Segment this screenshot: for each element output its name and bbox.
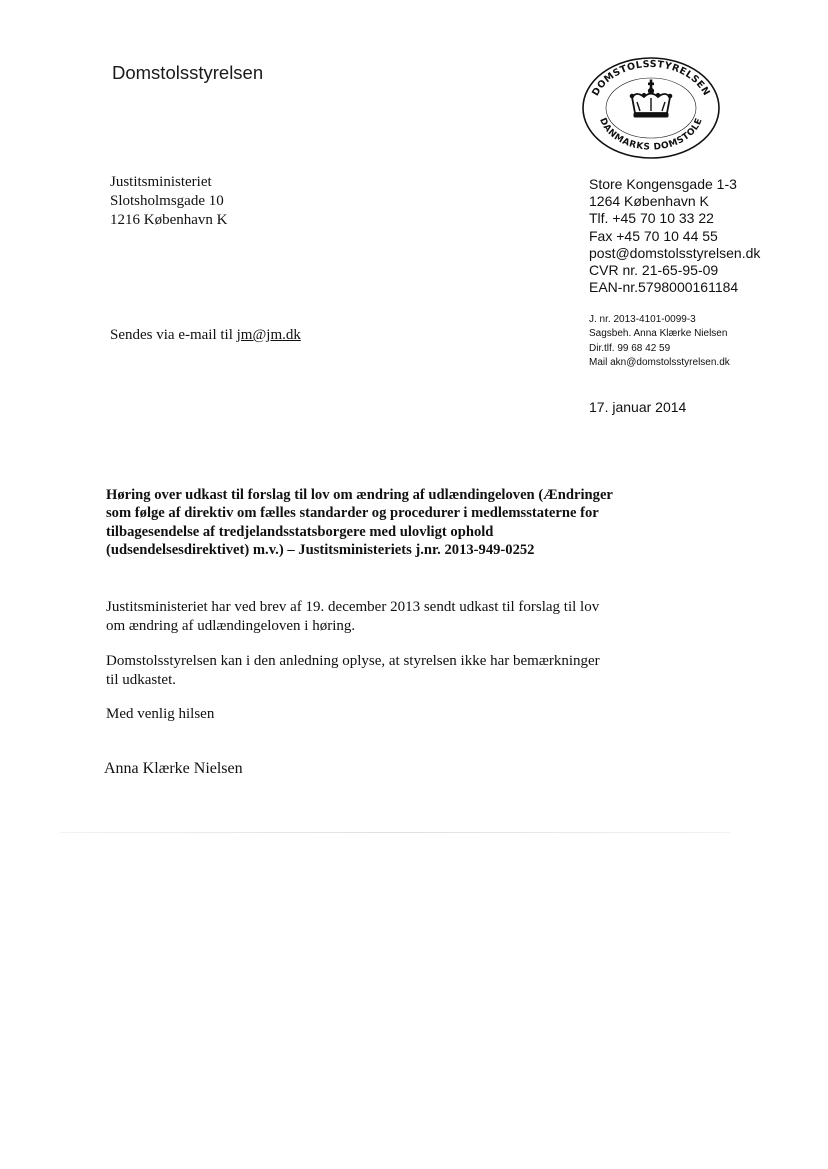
- contact-line: Store Kongensgade 1-3: [589, 176, 737, 192]
- svg-text:DOMSTOLSSTYRELSEN: DOMSTOLSSTYRELSEN: [590, 58, 712, 98]
- contact-line: Fax +45 70 10 44 55: [589, 227, 718, 244]
- letter-subject: Høring over udkast til forslag til lov om ændring af udlændingeloven (Ændringer som følge af direktiv om fælles standarder og procedurer i medlemsstaterne for tilbagesendelse af tredjelandsstatsborgere med ulovligt ophold (udsendelsesdirektivet) m.v.) – Justitsministeriets j.nr. 2013-949-0252: [106, 487, 613, 559]
- organization-name: Domstolsstyrelsen: [112, 62, 264, 83]
- signature-name: Anna Klærke Nielsen: [104, 760, 243, 777]
- sender-contact-block: [589, 176, 760, 296]
- closing-phrase: Med venlig hilsen: [106, 706, 215, 722]
- contact-line: 1264 København K: [589, 193, 709, 210]
- case-ref-line: Sagsbeh. Anna Klærke Nielsen: [589, 328, 728, 340]
- recipient-email-link[interactable]: jm@jm.dk: [236, 327, 301, 343]
- contact-line: EAN-nr.5798000161184: [589, 279, 739, 296]
- delivery-prefix: Sendes via e-mail til: [110, 327, 237, 343]
- footer-divider: [60, 832, 730, 833]
- contact-line: CVR nr. 21-65-95-09: [589, 262, 719, 279]
- delivery-note: [110, 327, 301, 344]
- recipient-line: Justitsministeriet: [110, 174, 212, 190]
- letter-date: 17. januar 2014: [589, 399, 687, 415]
- recipient-line: Slotsholmsgade 10: [110, 193, 224, 209]
- contact-line: Tlf. +45 70 10 33 22: [589, 210, 714, 227]
- case-ref-line: Dir.tlf. 99 68 42 59: [589, 342, 671, 354]
- svg-text:DANMARKS DOMSTOLE: DANMARKS DOMSTOLE: [597, 116, 705, 153]
- recipient-address: [110, 173, 227, 230]
- recipient-line: 1216 København K: [110, 212, 228, 228]
- contact-line: post@domstolsstyrelsen.dk: [589, 244, 761, 261]
- body-paragraph-1: Justitsministeriet har ved brev af 19. december 2013 sendt udkast til forslag til lov om ændring af udlændingeloven i høring.: [106, 599, 600, 634]
- case-reference-block: [589, 313, 730, 370]
- body-paragraph-2: Domstolsstyrelsen kan i den anledning oplyse, at styrelsen ikke har bemærkninger til udkastet.: [106, 653, 600, 688]
- crown-seal-logo: [580, 55, 722, 161]
- case-ref-line: Mail akn@domstolsstyrelsen.dk: [589, 356, 730, 368]
- case-ref-line: J. nr. 2013-4101-0099-3: [589, 314, 696, 325]
